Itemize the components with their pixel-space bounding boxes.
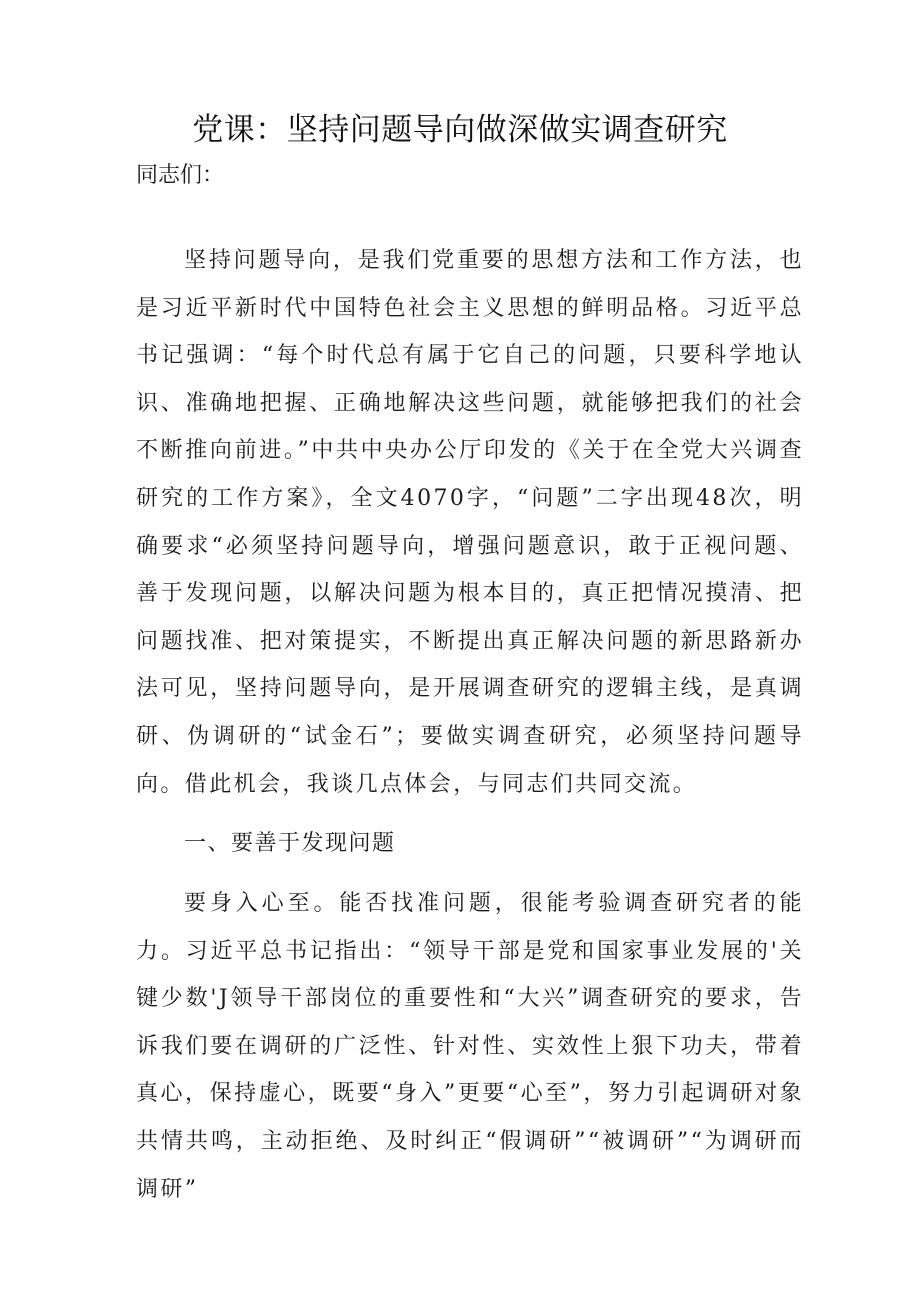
section-heading-1: 一、要善于发现问题 (184, 831, 396, 856)
salutation: 同志们： (136, 163, 225, 188)
body-paragraph-2: 要身入心至。能否找准问题，很能考验调查研究者的能力。习近平总书记指出：“领导干部是党和国家事业发展的'关键少数'J领导干部岗位的重要性和“大兴”调查研究的要求，告诉我们要在调研的广泛性、针对性、实效性上狠下功夫，带着真心，保持虚心，既要“身入”更要“心至”，努力引起调研对象共情共鸣，主动拒绝、及时纠正“假调研”“被调研”“为调研而调研” (136, 891, 804, 1202)
document-title: 党课：坚持问题导向做深做实调查研究 (192, 112, 728, 148)
body-paragraph-1: 坚持问题导向，是我们党重要的思想方法和工作方法，也是习近平新时代中国特色社会主义思想的鲜明品格。习近平总书记强调：“每个时代总有属于它自己的问题，只要科学地认识、准确地把握、正确地解决这些问题，就能够把我们的社会不断推向前进。”中共中央办公厅印发的《关于在全党大兴调查研究的工作方案》，全文4070字，“问题”二字出现48次，明确要求“必须坚持问题导向，增强问题意识，敢于正视问题、善于发现问题，以解决问题为根本目的，真正把情况摸清、把问题找准、把对策提实，不断提出真正解决问题的新思路新办法可见，坚持问题导向，是开展调查研究的逻辑主线，是真调研、伪调研的“试金石”；要做实调查研究，必须坚持问题导向。借此机会，我谈几点体会，与同志们共同交流。 (136, 248, 804, 797)
